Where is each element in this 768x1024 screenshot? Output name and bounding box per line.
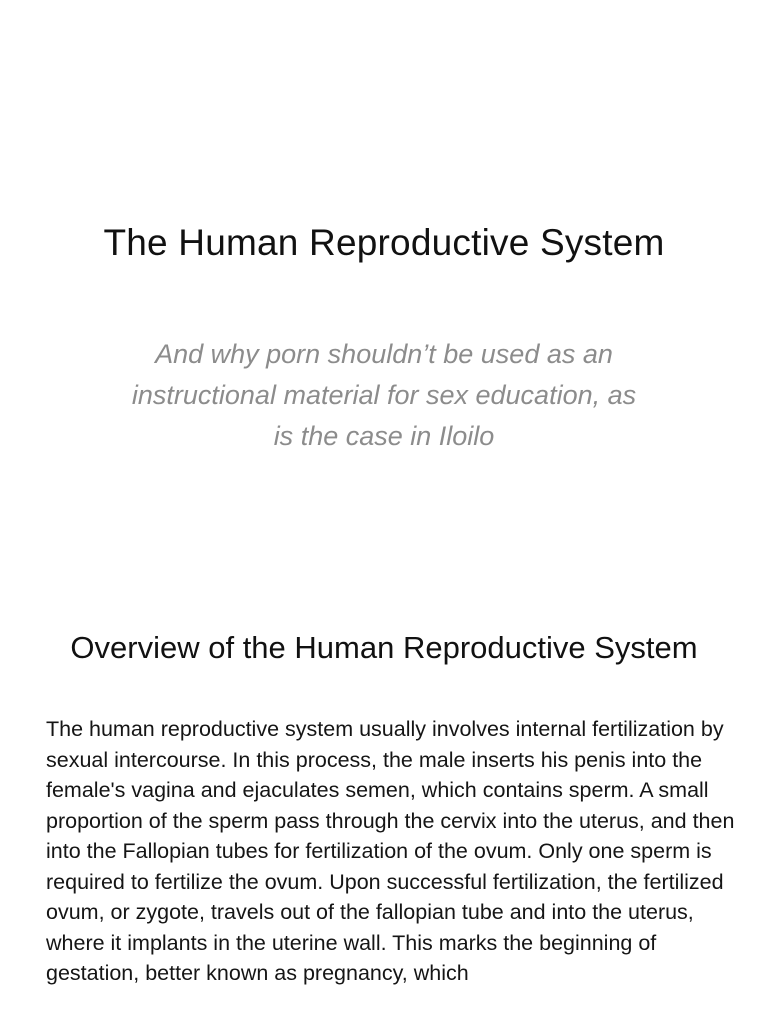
slide-subtitle: And why porn shouldn’t be used as an instructional material for sex education, as is the case in Iloilo [131, 339, 637, 451]
overview-slide [0, 576, 768, 1024]
overview-body-text: The human reproductive system usually involves internal fertilization by sexual intercourse. In this process, the male inserts his penis into the female's vagina and ejaculates semen, which contains sperm. A small proportion of the sperm pass through the cervix into the uterus, and then into the Fallopian tubes for fertilization of the ovum. Only one sperm is required to fertilize the ovum. Upon successful fertilization, the fertilized ovum, or zygote, travels out of the fallopian tube and into the uterus, where it implants in the uterine wall. This marks the beginning of gestation, better known as pregnancy, which [46, 717, 735, 985]
overview-heading: Overview of the Human Reproductive System [70, 630, 698, 665]
slide-divider [0, 562, 768, 576]
slide-title: The Human Reproductive System [103, 222, 665, 263]
